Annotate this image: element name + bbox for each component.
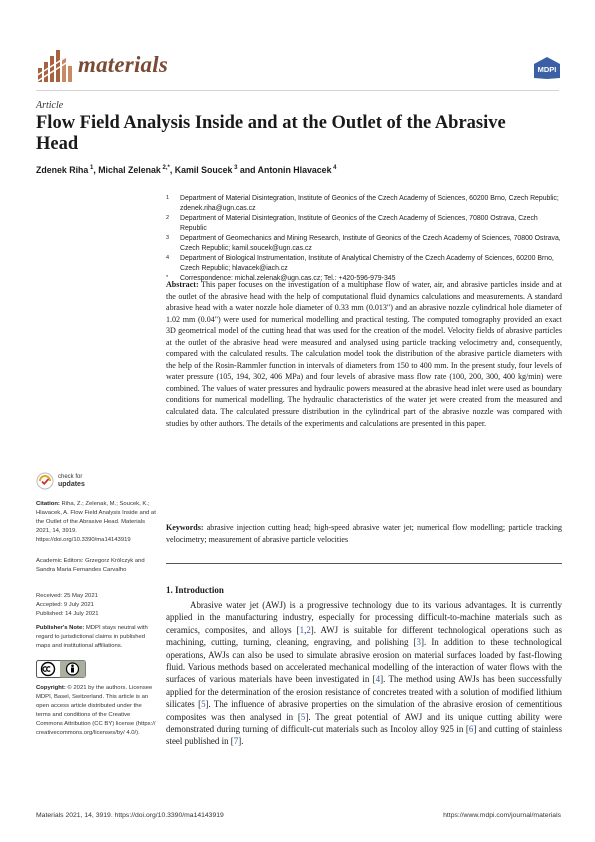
published-date: Published: 14 July 2021	[36, 611, 99, 617]
citation-text[interactable]: Riha, Z.; Zelenak, M.; Soucek, K.; Hlavacek, A. Flow Field Analysis Inside and at the Outlet of the Abrasive Head. Materials 2021, 14, 3919. https://doi.org/10.3390/ma14143919	[36, 501, 156, 543]
author-separator: ,	[93, 165, 99, 175]
author-name[interactable]: Antonin Hlavacek	[257, 165, 332, 175]
received-date: Received: 25 May 2021	[36, 593, 98, 599]
author-affiliation-marker: 1	[88, 165, 94, 172]
accepted-date: Accepted: 9 July 2021	[36, 602, 94, 608]
citation-link[interactable]: 7	[233, 736, 239, 747]
author-name[interactable]: Zdenek Riha	[36, 165, 89, 175]
check-for-updates-button[interactable]	[36, 470, 126, 492]
check-updates-line1: check for	[58, 474, 83, 480]
introduction-paragraph	[166, 599, 562, 748]
publisher-note-label: Publisher's Note:	[36, 625, 85, 631]
academic-editors: Academic Editors: Grzegorz Królczyk and Sandra Maria Fernandes Carvalho	[36, 558, 145, 573]
abstract-text: This paper focuses on the investigation of a multiphase flow of water, air, and abrasive particles inside and at the outlet of the abrasive head with the help of computational fluid dynamics calculations and measurements. A standard abrasive head with a water nozzle hole diameter of 0.33 mm (0.013") and an abrasive nozzle cylindrical hole diameter of 1.02 mm (0.04") were used for numerical modelling and practical testing. The computed tomography provided an exact 3D geometrical model of the cutting head that was used for the creation of the model. Velocity fields of abrasive particles at the outlet of the abrasive head were measured and analysed using particle tracking velocimetry and, consequently, compared with the calculated results. The calculation model took the distribution of the abrasive particle diameters with the help of the Rosin-Rammler function in intervals of diameters from 150 to 400 mm. In the present study, four levels of water pressure (105, 194, 302, 406 MPa) and four levels of abrasive mass flow rate (100, 200, 300, 400 kg/min) were combined. The values of water pressures and hydraulic powers measured at the abrasive head inlet were used as boundary conditions for numerical modelling. The hydraulic characteristics of the water jet were created from the measured and calculated data. The calculated pressure distribution in the cylindrical part of the abrasive nozzle was compared with studies by other authors. The details of the experiments and calculations are presented in this paper.	[166, 280, 562, 428]
abstract-label: Abstract:	[166, 280, 199, 289]
publisher-note-text: MDPI stays neutral with regard to jurisdictional claims in published maps and institutional affiliations.	[36, 625, 148, 649]
affiliation-number: 3	[166, 235, 170, 241]
citation-label: Citation:	[36, 501, 60, 507]
section-heading-introduction: 1. Introduction	[166, 585, 224, 595]
journal-name: materials	[78, 52, 168, 77]
keywords-label: Keywords:	[166, 523, 204, 532]
cc-by-license-icon[interactable]	[36, 660, 86, 678]
affiliation-text: Correspondence: michal.zelenak@ugn.cas.cz; Tel.: +420-596-979-345	[180, 275, 396, 282]
author-name[interactable]: Kamil Soucek	[174, 165, 233, 175]
citation-link[interactable]: 4	[375, 674, 381, 685]
affiliation-item	[166, 194, 566, 214]
affiliation-number: 2	[166, 215, 170, 221]
check-updates-icon	[36, 472, 54, 490]
footer-journal-url[interactable]: https://www.mdpi.com/journal/materials	[443, 812, 561, 819]
article-type: Article	[36, 100, 64, 111]
intro-text: ,	[304, 624, 307, 635]
journal-logo[interactable]	[36, 46, 168, 84]
keywords-text: abrasive injection cutting head; high-speed abrasive water jet; numerical flow modelling; particle tracking velocimetry; measurement of abrasive particle velocities	[166, 523, 562, 544]
citation-link[interactable]: 6	[468, 724, 474, 735]
affiliation-item	[166, 214, 566, 234]
section-divider	[166, 563, 562, 564]
citation-link[interactable]: 1	[299, 624, 305, 635]
citation-link[interactable]: 2	[306, 624, 311, 635]
intro-text: ]. AWJ is suitable for different technological operations such as machining, cutting, turning, cleaning, engraving, and polishing [	[166, 624, 562, 648]
citation-link[interactable]: 5	[300, 711, 306, 722]
footer-citation: Materials 2021, 14, 3919. https://doi.org/10.3390/ma14143919	[36, 812, 224, 819]
affiliation-number: 1	[166, 195, 170, 201]
materials-bars-icon	[36, 46, 74, 84]
paper-title: Flow Field Analysis Inside and at the Outlet of the Abrasive Head	[36, 113, 506, 154]
citation-block	[36, 500, 156, 545]
affiliation-number: 4	[166, 255, 170, 261]
citation-link[interactable]: 3	[416, 637, 421, 648]
author-affiliation-marker: 2,*	[160, 165, 170, 172]
mdpi-logo-icon[interactable]	[533, 56, 561, 80]
author-name[interactable]: Michal Zelenak	[98, 165, 161, 175]
mdpi-logo-text: MDPI	[537, 65, 557, 74]
publisher-note	[36, 624, 156, 651]
author-affiliation-marker: 3	[232, 165, 238, 172]
intro-text: Abrasive water jet (AWJ) is a progressive technology due to its various advantages. It is currently applied in the manufacturing industry, especially for processing difficult-to-machine materials such as ceramics, composites, and alloys [	[166, 600, 562, 635]
copyright-label: Copyright:	[36, 685, 66, 691]
dates-block	[36, 592, 156, 619]
affiliation-text: Department of Biological Instrumentation, Institute of Analytical Chemistry of the Czech Academy of Sciences, 60200 Brno, Czech Republic; hlavacek@iach.cz	[180, 255, 554, 272]
check-updates-line2: updates	[58, 481, 85, 488]
author-separator: and	[237, 165, 258, 175]
intro-text: ].	[238, 736, 244, 747]
affiliation-item	[166, 234, 566, 254]
copyright-block	[36, 684, 156, 738]
intro-text: ] and cutting of stainless steel published in [	[166, 724, 563, 747]
intro-text: ]. The influence of abrasive properties on the simulation of the abrasive erosion of cementitious composites was then analysed in [	[166, 699, 562, 722]
author-separator: ,	[169, 165, 175, 175]
author-list	[36, 165, 336, 175]
affiliation-item	[166, 254, 566, 274]
affiliation-text: Department of Material Disintegration, Institute of Geonics of the Czech Academy of Sciences, 70800 Ostrava, Czech Republic	[180, 215, 538, 232]
header-divider	[36, 90, 559, 91]
citation-link[interactable]: 5	[201, 699, 206, 710]
affiliation-text: Department of Geomechanics and Mining Research, Institute of Geonics of the Czech Academy of Sciences, 70800 Ostrava, Czech Republic; kamil.soucek@ugn.cas.cz	[180, 235, 561, 252]
intro-text: ]. In addition to these technological operations, AWJs can also be used to simulate abrasive erosion on material surfaces loaded by fast-flowing fluid. Various methods based on accelerated mechanical modelling of the interaction of water flows with the surfaces of various materials have been investigated in [	[166, 637, 562, 685]
affiliation-number: *	[166, 275, 169, 281]
intro-text: ]. The great potential of AWJ and its unique cutting ability were demonstrated during turning of difficult-cut materials such as Incoloy alloy 925 in [	[166, 711, 562, 735]
keywords	[166, 522, 562, 545]
affiliation-text: Department of Material Disintegration, Institute of Geonics of the Czech Academy of Sciences, 60200 Brno, Czech Republic; zdenek.riha@ugn.cas.cz	[180, 195, 559, 212]
author-affiliation-marker: 4	[331, 165, 337, 172]
abstract	[166, 279, 562, 429]
copyright-text: © 2021 by the authors. Licensee MDPI, Basel, Switzerland. This article is an open access article distributed under the terms and conditions of the Creative Commons Attribution (CC BY) license (https:// creativecommons.org/licenses/by/ 4.0/).	[36, 685, 156, 736]
affiliations	[166, 194, 566, 284]
intro-text: ]. The method using AWJs has been successfully applied for the determination of the erosion resistance of concretes treated with a solution of modified lithium silicates [	[166, 674, 562, 710]
